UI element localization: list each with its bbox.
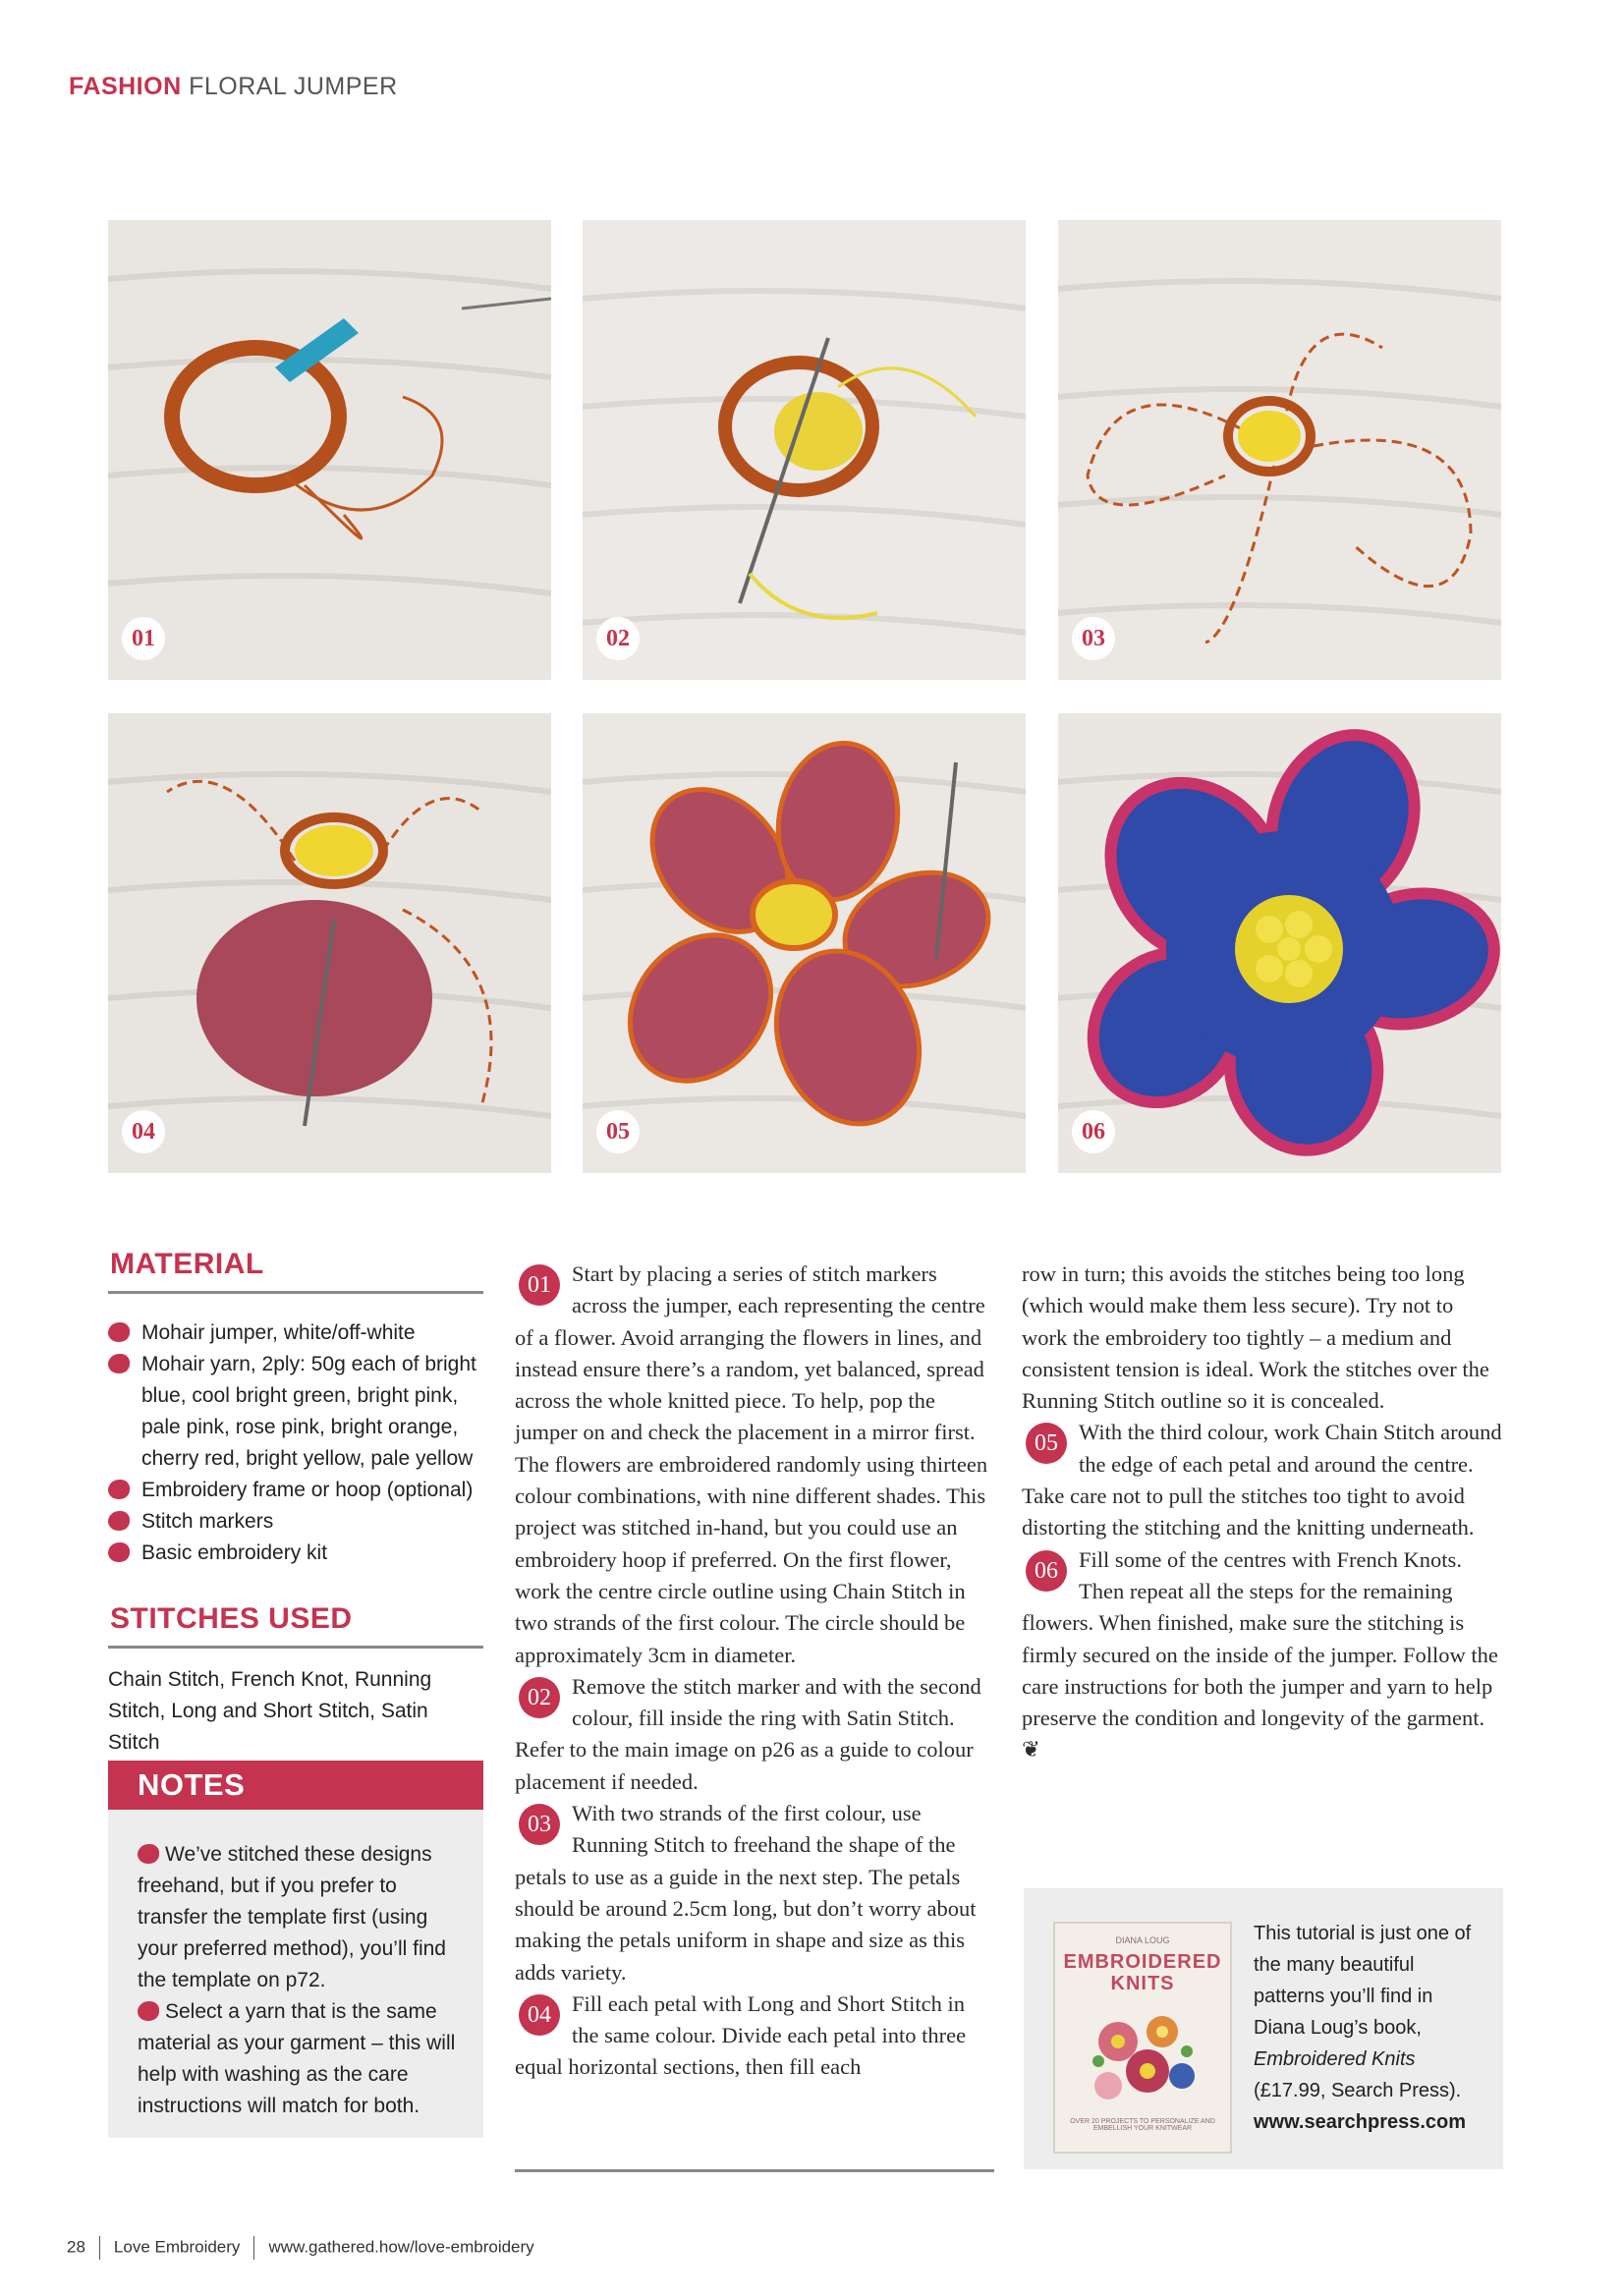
bullet-icon bbox=[138, 2001, 159, 2021]
promo-text: This tutorial is just one of the many beautiful patterns you’ll find in Diana Loug’s book, Embroidered Knits (£17.99, Search Press). www.searchpress.com bbox=[1254, 1923, 1472, 2133]
section-header bbox=[69, 73, 398, 101]
divider bbox=[99, 2236, 100, 2260]
website-link[interactable]: www.gathered.how/love-embroidery bbox=[268, 2237, 534, 2257]
publisher-link[interactable]: www.searchpress.com bbox=[1254, 2111, 1467, 2133]
step-paragraph: 06 Fill some of the centres with French Knots. Then repeat all the steps for the remaining flowers. When finished, make sure the stitching is firmly secured on the inside of the jumper. Follow the care instructions for both the jumper and yarn to help preserve the condition and longevity of the garment. ❦ bbox=[1022, 1546, 1498, 1763]
step-badge: 02 bbox=[596, 617, 640, 660]
step-photo-02 bbox=[583, 220, 1026, 680]
step-photo-01 bbox=[108, 220, 551, 680]
step-badge: 01 bbox=[122, 617, 165, 660]
stitches-text: Chain Stitch, French Knot, Running Stitch, Long and Short Stitch, Satin Stitch bbox=[108, 1668, 432, 1754]
step-paragraph: 02 Remove the stitch marker and with the second colour, fill inside the ring with Satin Stitch. Refer to the main image on p26 as a guide to colour placement if needed. bbox=[515, 1673, 981, 1794]
article-title: FLORAL JUMPER bbox=[189, 73, 398, 100]
list-item: Stitch markers bbox=[141, 1506, 483, 1538]
step-paragraph: 01 Start by placing a series of stitch markers across the jumper, each representing the centre of a flower. Avoid arranging the flowers in lines, and instead ensure there’s a random, yet balanced, spread across the whole knitted piece. To help, pop the jumper on and check the placement in a mirror first. The flowers are embroidered randomly using thirteen colour combinations, with nine different shades. This project was stitched in-hand, but you could use an embroidery hoop if preferred. On the first flower, work the centre circle outline using Chain Stitch in two strands of the first colour. The circle should be approximately 3cm in diameter. bbox=[515, 1261, 988, 1667]
bullet-icon bbox=[108, 1511, 130, 1531]
step-badge: 05 bbox=[596, 1110, 640, 1153]
magazine-name: Love Embroidery bbox=[113, 2237, 241, 2257]
bullet-icon bbox=[108, 1480, 130, 1499]
step-photo-03 bbox=[1058, 220, 1501, 680]
notes-box bbox=[108, 1761, 483, 2138]
chain-stitch-edge-image bbox=[583, 713, 1026, 1173]
long-short-stitch-petal-image bbox=[108, 713, 551, 1173]
note-item: Select a yarn that is the same material as your garment – this will help with washing as the care instructions will match for both. bbox=[138, 2000, 456, 2117]
instructions-column-2 bbox=[1022, 1259, 1503, 1766]
bullet-icon bbox=[108, 1542, 130, 1562]
list-item: Basic embroidery kit bbox=[141, 1538, 483, 1569]
step-photo-04 bbox=[108, 713, 551, 1173]
page-footer bbox=[67, 2236, 534, 2260]
step-photo-05 bbox=[583, 713, 1026, 1173]
material-heading: MATERIAL bbox=[110, 1248, 264, 1280]
end-mark-icon: ❦ bbox=[1022, 1737, 1040, 1763]
notes-heading: NOTES bbox=[108, 1761, 483, 1810]
material-list bbox=[108, 1317, 483, 1569]
material-sidebar bbox=[108, 1248, 483, 1759]
divider bbox=[253, 2236, 254, 2260]
chain-stitch-circle-image bbox=[108, 220, 551, 680]
divider bbox=[108, 1291, 483, 1294]
list-item: Mohair yarn, 2ply: 50g each of bright blue, cool bright green, bright pink, pale pink, rose pink, bright orange, cherry red, bright yellow, pale yellow bbox=[141, 1349, 483, 1475]
step-paragraph: 04 Fill each petal with Long and Short Stitch in the same colour. Divide each petal into three equal horizontal sections, then fill each bbox=[515, 1990, 967, 2080]
stitches-heading: STITCHES USED bbox=[110, 1602, 353, 1635]
step-badge: 06 bbox=[1072, 1110, 1115, 1153]
list-item: Embroidery frame or hoop (optional) bbox=[141, 1475, 483, 1506]
divider bbox=[515, 2169, 994, 2172]
step-number: 01 bbox=[519, 1264, 560, 1306]
flower-cover-icon bbox=[1079, 2002, 1206, 2110]
divider bbox=[108, 1646, 483, 1649]
list-item: Mohair jumper, white/off-white bbox=[141, 1317, 483, 1349]
bullet-icon bbox=[138, 1844, 159, 1864]
step-number: 04 bbox=[519, 1994, 560, 2036]
book-name: Embroidered Knits bbox=[1254, 2048, 1416, 2070]
french-knots-centre-image bbox=[1058, 713, 1501, 1173]
step-photo-06 bbox=[1058, 713, 1501, 1173]
step-number: 05 bbox=[1026, 1423, 1067, 1464]
step-paragraph: 05 With the third colour, work Chain Stitch around the edge of each petal and around the centre. Take care not to pull the stitches too tight to avoid distorting the stitching and the knitting underneath. bbox=[1022, 1420, 1502, 1540]
running-stitch-petals-image bbox=[1058, 220, 1501, 680]
book-subtitle: OVER 20 PROJECTS TO PERSONALIZE AND EMBELLISH YOUR KNITWEAR bbox=[1070, 2118, 1215, 2132]
notes-body bbox=[108, 1810, 483, 2122]
satin-stitch-centre-image bbox=[583, 220, 1026, 680]
instructions-column-1 bbox=[515, 1259, 994, 2084]
book-cover bbox=[1055, 1924, 1230, 2152]
step-number: 06 bbox=[1026, 1550, 1067, 1592]
step-badge: 04 bbox=[122, 1110, 165, 1153]
page-number: 28 bbox=[67, 2237, 85, 2257]
step-badge: 03 bbox=[1072, 617, 1115, 660]
step-number: 03 bbox=[519, 1804, 560, 1845]
book-title: EMBROIDERED KNITS bbox=[1063, 1951, 1222, 1994]
note-item: We’ve stitched these designs freehand, but if you prefer to transfer the template first (using your preferred method), you’ll find the template on p72. bbox=[138, 1843, 446, 1991]
step-paragraph: row in turn; this avoids the stitches being too long (which would make them less secure). Try not to work the embroidery too tightly – a medium and consistent tension is ideal. Work the stitches over the Running Stitch outline so it is concealed. bbox=[1022, 1261, 1489, 1414]
step-paragraph: 03 With two strands of the first colour, use Running Stitch to freehand the shape of the petals to use as a guide in the next step. The petals should be around 2.5cm long, but don’t worry about making the petals uniform in shape and size as this adds variety. bbox=[515, 1801, 977, 1985]
step-number: 02 bbox=[519, 1677, 560, 1718]
bullet-icon bbox=[108, 1354, 130, 1373]
book-author: DIANA LOUG bbox=[1115, 1935, 1170, 1945]
book-promo bbox=[1024, 1888, 1503, 2169]
bullet-icon bbox=[108, 1322, 130, 1342]
section-label: FASHION bbox=[69, 73, 182, 100]
